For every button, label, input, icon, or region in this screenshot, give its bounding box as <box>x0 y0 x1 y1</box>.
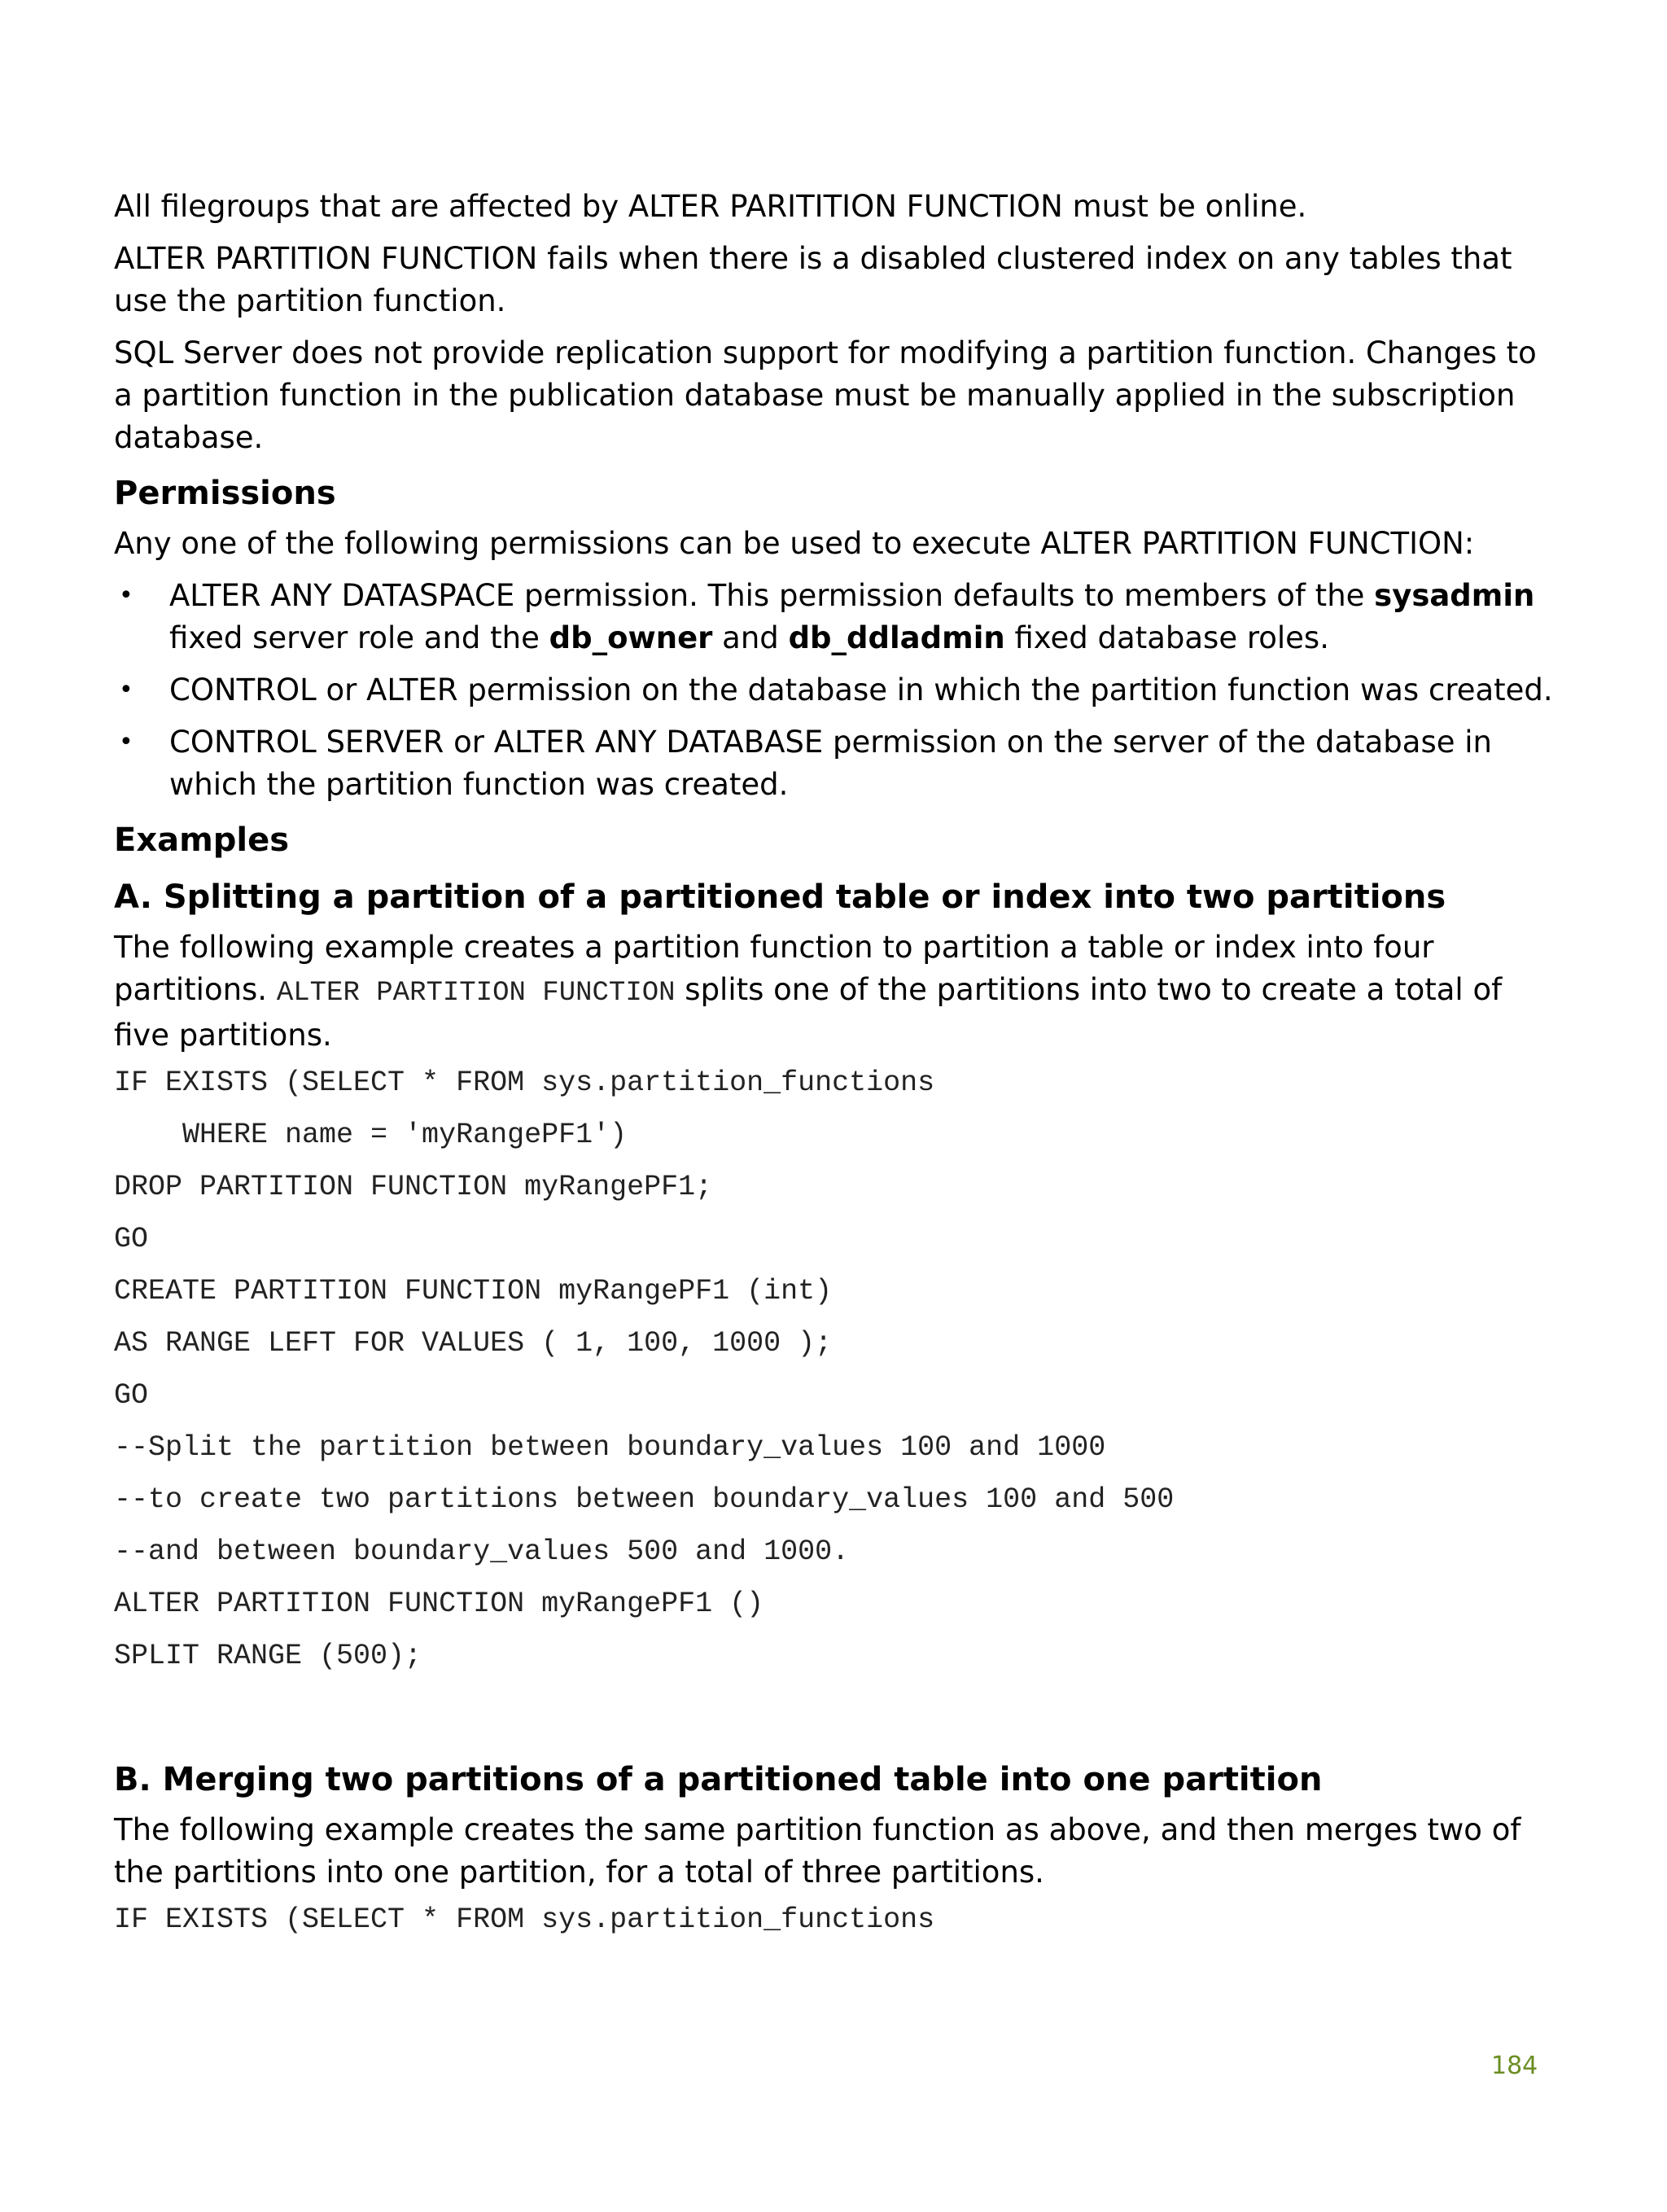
inline-code: ALTER PARTITION FUNCTION <box>276 978 676 1009</box>
page-number: 184 <box>1491 2052 1538 2080</box>
heading-example-b: B. Merging two partitions of a partitioned table into one partition <box>114 1761 1323 1798</box>
item-text: CONTROL SERVER or ALTER ANY DATABASE permission on the server of the database in which the partition function was created. <box>169 725 1493 802</box>
permissions-list-item <box>114 575 1555 659</box>
code-block-example-b <box>114 1903 1555 1956</box>
code-line: IF EXISTS (SELECT * FROM sys.partition_functions <box>114 1067 935 1099</box>
paragraph-filegroups: All filegroups that are affected by ALTER PARITITION FUNCTION must be online. <box>114 189 1307 224</box>
example-a-description <box>114 926 1555 1057</box>
bold-role-sysadmin: sysadmin <box>1374 578 1535 613</box>
bold-role-db-owner: db_owner <box>549 620 713 655</box>
paragraph-clustered-index: ALTER PARTITION FUNCTION fails when there is a disabled clustered index on any tables that use the partition function. <box>114 241 1512 318</box>
code-line: --Split the partition between boundary_values 100 and 1000 <box>114 1431 1106 1464</box>
code-line: WHERE name = 'myRangePF1') <box>114 1119 628 1151</box>
item-text: ALTER ANY DATASPACE permission. This permission defaults to members of the <box>169 578 1375 613</box>
document-page <box>114 186 1555 1956</box>
item-text: fixed server role and the <box>169 620 549 655</box>
section-spacer <box>114 1692 1555 1746</box>
item-text: fixed database roles. <box>1004 620 1329 655</box>
bold-role-db-ddladmin: db_ddladmin <box>788 620 1005 655</box>
permissions-list-item <box>114 721 1555 806</box>
paragraph-replication: SQL Server does not provide replication support for modifying a partition function. Changes to a partition function in the publication database must be manually applied in the subscription database. <box>114 335 1537 455</box>
example-b-description: The following example creates the same partition function as above, and then merges two of the partitions into one partition, for a total of three partitions. <box>114 1812 1521 1890</box>
item-text: CONTROL or ALTER permission on the database in which the partition function was created. <box>169 672 1553 707</box>
code-block-example-a <box>114 1067 1555 1692</box>
permissions-list <box>114 575 1555 806</box>
bullet-icon: • <box>119 676 133 704</box>
code-line: GO <box>114 1379 149 1412</box>
bullet-icon: • <box>119 581 133 610</box>
code-line: --and between boundary_values 500 and 1000. <box>114 1535 850 1568</box>
bullet-icon: • <box>119 728 133 756</box>
code-line: DROP PARTITION FUNCTION myRangePF1; <box>114 1171 713 1203</box>
item-text: and <box>712 620 789 655</box>
code-line: IF EXISTS (SELECT * FROM sys.partition_functions <box>114 1903 935 1936</box>
desc-text: The following example creates a partition function to partition a table or index into four partitions. <box>114 930 1434 1007</box>
code-line: AS RANGE LEFT FOR VALUES ( 1, 100, 1000 ); <box>114 1327 833 1360</box>
permissions-list-item <box>114 669 1555 712</box>
code-line: SPLIT RANGE (500); <box>114 1640 422 1672</box>
code-line: GO <box>114 1223 149 1255</box>
heading-examples: Examples <box>114 821 290 859</box>
heading-example-a: A. Splitting a partition of a partitioned table or index into two partitions <box>114 878 1446 916</box>
code-line: ALTER PARTITION FUNCTION myRangePF1 () <box>114 1588 764 1620</box>
permissions-intro: Any one of the following permissions can be used to execute ALTER PARTITION FUNCTION: <box>114 526 1475 561</box>
desc-text: splits one of the partitions into two to create a total of five partitions. <box>114 972 1503 1053</box>
heading-permissions: Permissions <box>114 475 336 512</box>
code-line: CREATE PARTITION FUNCTION myRangePF1 (int) <box>114 1275 833 1307</box>
code-line: --to create two partitions between boundary_values 100 and 500 <box>114 1483 1175 1516</box>
